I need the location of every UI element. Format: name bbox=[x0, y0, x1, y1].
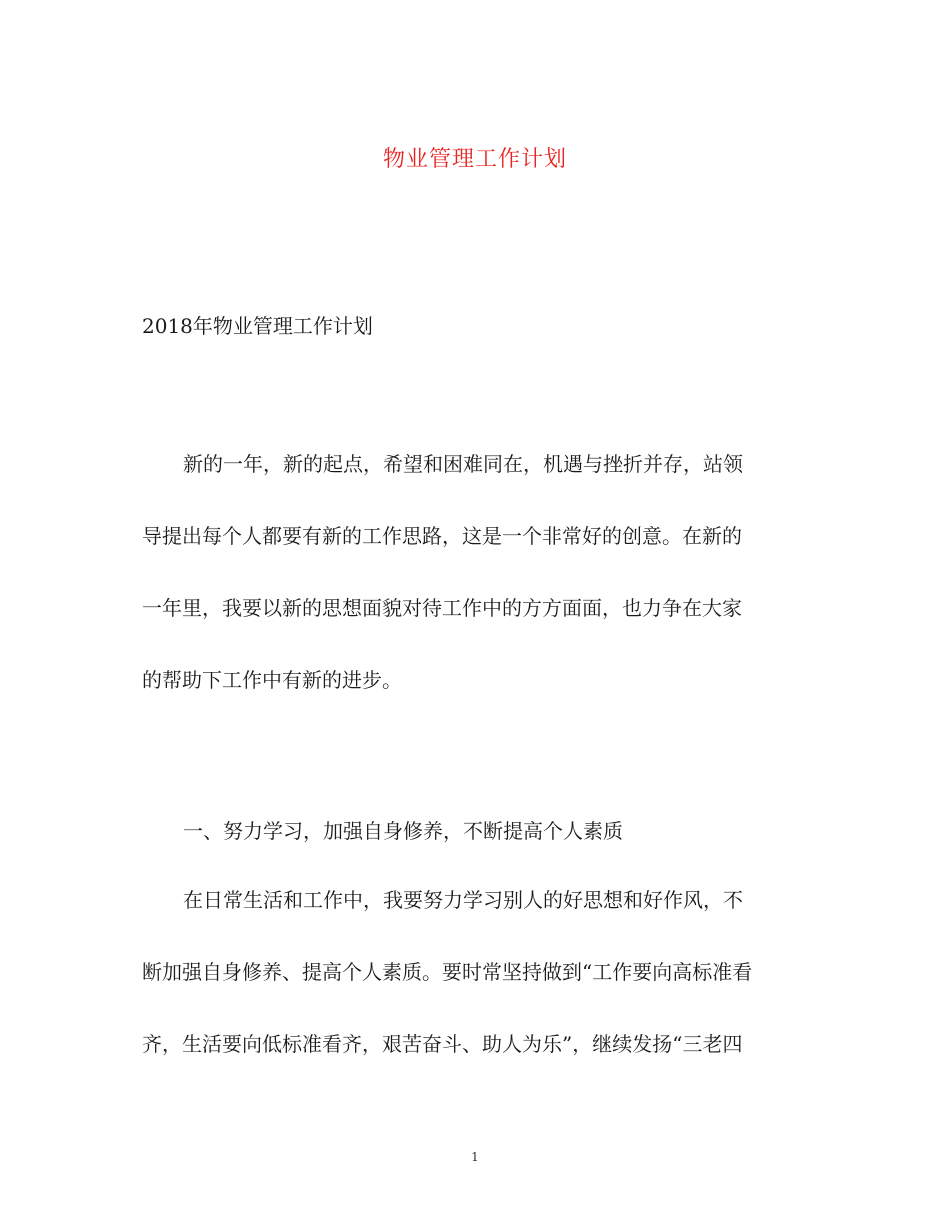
intro-paragraph bbox=[142, 449, 810, 737]
paragraph-line: 齐，生活要向低标准看齐，艰苦奋斗、助人为乐”，继续发扬“三老四 bbox=[142, 1032, 743, 1056]
section-heading: 一、努力学习，加强自身修养，不断提高个人素质 bbox=[183, 819, 623, 843]
paragraph-line: 的帮助下工作中有新的进步。 bbox=[142, 668, 402, 692]
section-paragraph bbox=[142, 885, 810, 1101]
page-number: 1 bbox=[471, 1150, 479, 1164]
paragraph-line: 新的一年，新的起点，希望和困难同在，机遇与挫折并存，站领 bbox=[183, 452, 743, 476]
paragraph-line: 导提出每个人都要有新的工作思路，这是一个非常好的创意。在新的 bbox=[142, 524, 742, 548]
paragraph-line: 在日常生活和工作中，我要努力学习别人的好思想和好作风，不 bbox=[183, 888, 743, 912]
document-subtitle: 2018年物业管理工作计划 bbox=[142, 314, 373, 338]
paragraph-line: 断加强自身修养、提高个人素质。要时常坚持做到“工作要向高标准看 bbox=[142, 960, 753, 984]
paragraph-line: 一年里，我要以新的思想面貌对待工作中的方方面面，也力争在大家 bbox=[142, 596, 742, 620]
document-title: 物业管理工作计划 bbox=[382, 147, 567, 172]
